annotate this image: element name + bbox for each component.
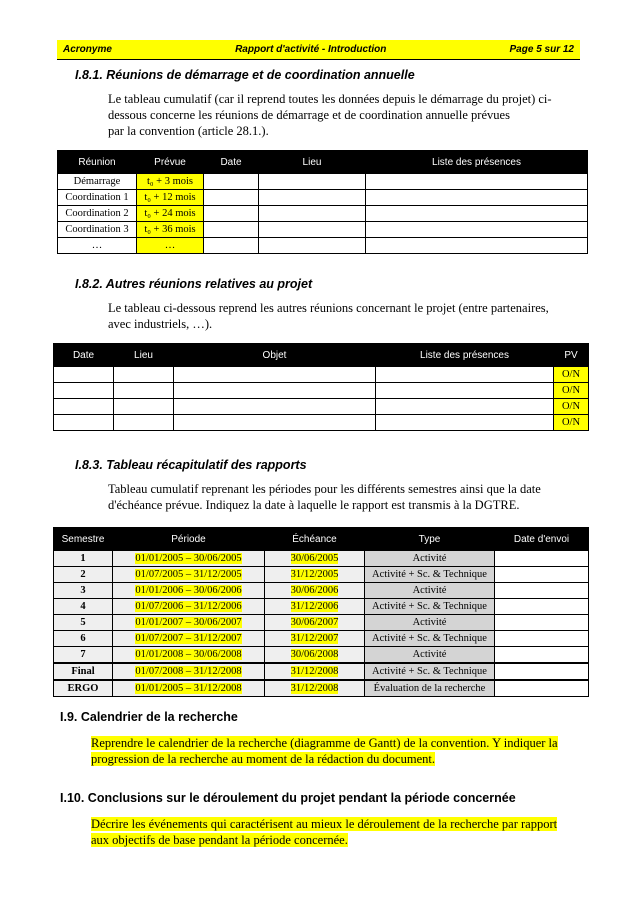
cell-type: Activité — [365, 615, 495, 631]
cell-date[interactable] — [204, 222, 259, 238]
cell-date[interactable] — [204, 238, 259, 254]
table-row — [58, 238, 588, 254]
table-row — [54, 399, 589, 415]
cell-type: Évaluation de la recherche — [365, 680, 495, 697]
cell-semestre: 1 — [54, 551, 113, 567]
col-header: Objet — [174, 344, 376, 367]
reports-table — [53, 527, 589, 697]
cell-lieu[interactable] — [259, 238, 366, 254]
cell-semestre: 6 — [54, 631, 113, 647]
table-row — [54, 551, 589, 567]
cell-periode: 01/07/2006 – 31/12/2006 — [113, 599, 265, 615]
cell-periode: 01/07/2005 – 31/12/2005 — [113, 567, 265, 583]
cell-lieu[interactable] — [259, 174, 366, 190]
cell-echeance: 30/06/2007 — [265, 615, 365, 631]
cell-presences[interactable] — [366, 222, 588, 238]
col-header: Type — [365, 528, 495, 551]
section-1-8-3-paragraph: Tableau cumulatif reprenant les périodes pour les différents semestres ainsi que la date d'échéance prévue. Indiquez la date à laquelle le rapport est transmis à la DGTRE. — [108, 482, 541, 512]
cell-semestre: Final — [54, 663, 113, 680]
cell-objet[interactable] — [174, 399, 376, 415]
col-header: Date d'envoi — [495, 528, 589, 551]
cell-lieu[interactable] — [114, 383, 174, 399]
section-1-8-2-title: I.8.2. Autres réunions relatives au projet — [75, 277, 313, 291]
section-1-8-2-paragraph: Le tableau ci-dessous reprend les autres réunions concernant le projet (entre partenaires, avec industriels, …). — [108, 301, 549, 331]
cell-objet[interactable] — [174, 415, 376, 431]
cell-periode: 01/07/2007 – 31/12/2007 — [113, 631, 265, 647]
header-page-number: Page 5 sur 12 — [509, 44, 574, 55]
cell-type: Activité + Sc. & Technique — [365, 663, 495, 680]
cell-lieu[interactable] — [259, 222, 366, 238]
cell-prevue: … — [137, 238, 204, 254]
table-row — [54, 583, 589, 599]
col-header: Échéance — [265, 528, 365, 551]
cell-echeance: 30/06/2006 — [265, 583, 365, 599]
cell-semestre: 4 — [54, 599, 113, 615]
cell-periode: 01/01/2007 – 30/06/2007 — [113, 615, 265, 631]
col-header: Période — [113, 528, 265, 551]
cell-type: Activité — [365, 647, 495, 664]
cell-echeance: 31/12/2008 — [265, 663, 365, 680]
cell-reunion: Coordination 1 — [58, 190, 137, 206]
cell-reunion: … — [58, 238, 137, 254]
cell-semestre: 5 — [54, 615, 113, 631]
section-1-8-1-title: I.8.1. Réunions de démarrage et de coordination annuelle — [75, 68, 415, 82]
cell-date-envoi[interactable] — [495, 631, 589, 647]
cell-type: Activité — [365, 583, 495, 599]
cell-lieu[interactable] — [114, 367, 174, 383]
cell-lieu[interactable] — [259, 190, 366, 206]
cell-type: Activité + Sc. & Technique — [365, 631, 495, 647]
cell-echeance: 31/12/2008 — [265, 680, 365, 697]
col-header: Liste des présences — [376, 344, 554, 367]
table-row — [54, 599, 589, 615]
cell-semestre: 3 — [54, 583, 113, 599]
cell-periode: 01/01/2008 – 30/06/2008 — [113, 647, 265, 664]
col-header: Date — [54, 344, 114, 367]
cell-presences[interactable] — [376, 367, 554, 383]
cell-type: Activité + Sc. & Technique — [365, 599, 495, 615]
cell-echeance: 31/12/2005 — [265, 567, 365, 583]
page-header — [57, 40, 580, 60]
cell-periode: 01/01/2005 – 30/06/2005 — [113, 551, 265, 567]
cell-date[interactable] — [204, 190, 259, 206]
section-1-8-3-title: I.8.3. Tableau récapitulatif des rapports — [75, 458, 307, 472]
cell-date-envoi[interactable] — [495, 615, 589, 631]
col-header: Réunion — [58, 151, 137, 174]
cell-prevue: t₀ + 12 mois — [137, 190, 204, 206]
col-header: Lieu — [259, 151, 366, 174]
cell-date-envoi[interactable] — [495, 663, 589, 680]
col-header: PV — [554, 344, 589, 367]
cell-lieu[interactable] — [114, 399, 174, 415]
table-row — [54, 663, 589, 680]
table-row — [54, 647, 589, 664]
cell-pv: O/N — [554, 399, 589, 415]
table-row — [58, 174, 588, 190]
cell-date[interactable] — [54, 383, 114, 399]
col-header: Liste des présences — [366, 151, 588, 174]
cell-pv: O/N — [554, 383, 589, 399]
section-1-9-title: I.9. Calendrier de la recherche — [60, 710, 238, 724]
cell-echeance: 31/12/2007 — [265, 631, 365, 647]
cell-echeance: 30/06/2005 — [265, 551, 365, 567]
table-row — [54, 415, 589, 431]
section-1-9-paragraph: Reprendre le calendrier de la recherche (diagramme de Gantt) de la convention. Y indiquer la progression de la recherche au moment de la rédaction du document. — [91, 736, 558, 766]
cell-date[interactable] — [204, 174, 259, 190]
cell-objet[interactable] — [174, 383, 376, 399]
cell-periode: 01/01/2006 – 30/06/2006 — [113, 583, 265, 599]
cell-presences[interactable] — [366, 206, 588, 222]
table-row — [58, 206, 588, 222]
cell-date[interactable] — [54, 415, 114, 431]
cell-presences[interactable] — [366, 190, 588, 206]
section-1-10-paragraph: Décrire les événements qui caractérisent au mieux le déroulement de la recherche par rapport aux objectifs de base pendant la période concernée. — [91, 817, 558, 847]
cell-semestre: 7 — [54, 647, 113, 664]
meetings-table-header — [58, 151, 588, 174]
cell-prevue: t₀ + 24 mois — [137, 206, 204, 222]
cell-date[interactable] — [54, 399, 114, 415]
table-row — [54, 680, 589, 697]
header-section-title: Rapport d'activité - Introduction — [235, 44, 387, 55]
cell-type: Activité + Sc. & Technique — [365, 567, 495, 583]
table-row — [54, 367, 589, 383]
col-header: Semestre — [54, 528, 113, 551]
cell-lieu[interactable] — [259, 206, 366, 222]
cell-date[interactable] — [204, 206, 259, 222]
cell-date-envoi[interactable] — [495, 680, 589, 697]
cell-semestre: ERGO — [54, 680, 113, 697]
cell-pv: O/N — [554, 415, 589, 431]
cell-date-envoi[interactable] — [495, 647, 589, 664]
cell-reunion: Coordination 3 — [58, 222, 137, 238]
cell-date-envoi[interactable] — [495, 583, 589, 599]
cell-date-envoi[interactable] — [495, 551, 589, 567]
table-row — [58, 222, 588, 238]
table-row — [54, 567, 589, 583]
col-header: Lieu — [114, 344, 174, 367]
cell-reunion: Coordination 2 — [58, 206, 137, 222]
col-header: Date — [204, 151, 259, 174]
cell-prevue: t₀ + 36 mois — [137, 222, 204, 238]
meetings-table — [57, 150, 588, 254]
cell-echeance: 31/12/2006 — [265, 599, 365, 615]
cell-periode: 01/01/2005 – 31/12/2008 — [113, 680, 265, 697]
cell-lieu[interactable] — [114, 415, 174, 431]
cell-presences[interactable] — [366, 174, 588, 190]
cell-presences[interactable] — [366, 238, 588, 254]
table-row — [54, 631, 589, 647]
reports-table-header — [54, 528, 589, 551]
cell-semestre: 2 — [54, 567, 113, 583]
cell-presences[interactable] — [376, 399, 554, 415]
cell-prevue: t₀ + 3 mois — [137, 174, 204, 190]
cell-presences[interactable] — [376, 383, 554, 399]
cell-date[interactable] — [54, 367, 114, 383]
cell-pv: O/N — [554, 367, 589, 383]
cell-echeance: 30/06/2008 — [265, 647, 365, 664]
table-row — [54, 383, 589, 399]
cell-type: Activité — [365, 551, 495, 567]
cell-objet[interactable] — [174, 367, 376, 383]
section-1-8-1-paragraph: Le tableau cumulatif (car il reprend toutes les données depuis le démarrage du projet) ci- dessous concerne les réunions de démarrage et de coordination annuelle prévues par la convention (article 28.1.). — [108, 92, 552, 138]
other-meetings-table-header — [54, 344, 589, 367]
cell-date-envoi[interactable] — [495, 599, 589, 615]
table-row — [58, 190, 588, 206]
cell-reunion: Démarrage — [58, 174, 137, 190]
section-1-10-title: I.10. Conclusions sur le déroulement du projet pendant la période concernée — [60, 791, 516, 805]
col-header: Prévue — [137, 151, 204, 174]
table-row — [54, 615, 589, 631]
other-meetings-table — [53, 343, 589, 431]
cell-presences[interactable] — [376, 415, 554, 431]
cell-periode: 01/07/2008 – 31/12/2008 — [113, 663, 265, 680]
header-acronym: Acronyme — [63, 44, 112, 55]
cell-date-envoi[interactable] — [495, 567, 589, 583]
